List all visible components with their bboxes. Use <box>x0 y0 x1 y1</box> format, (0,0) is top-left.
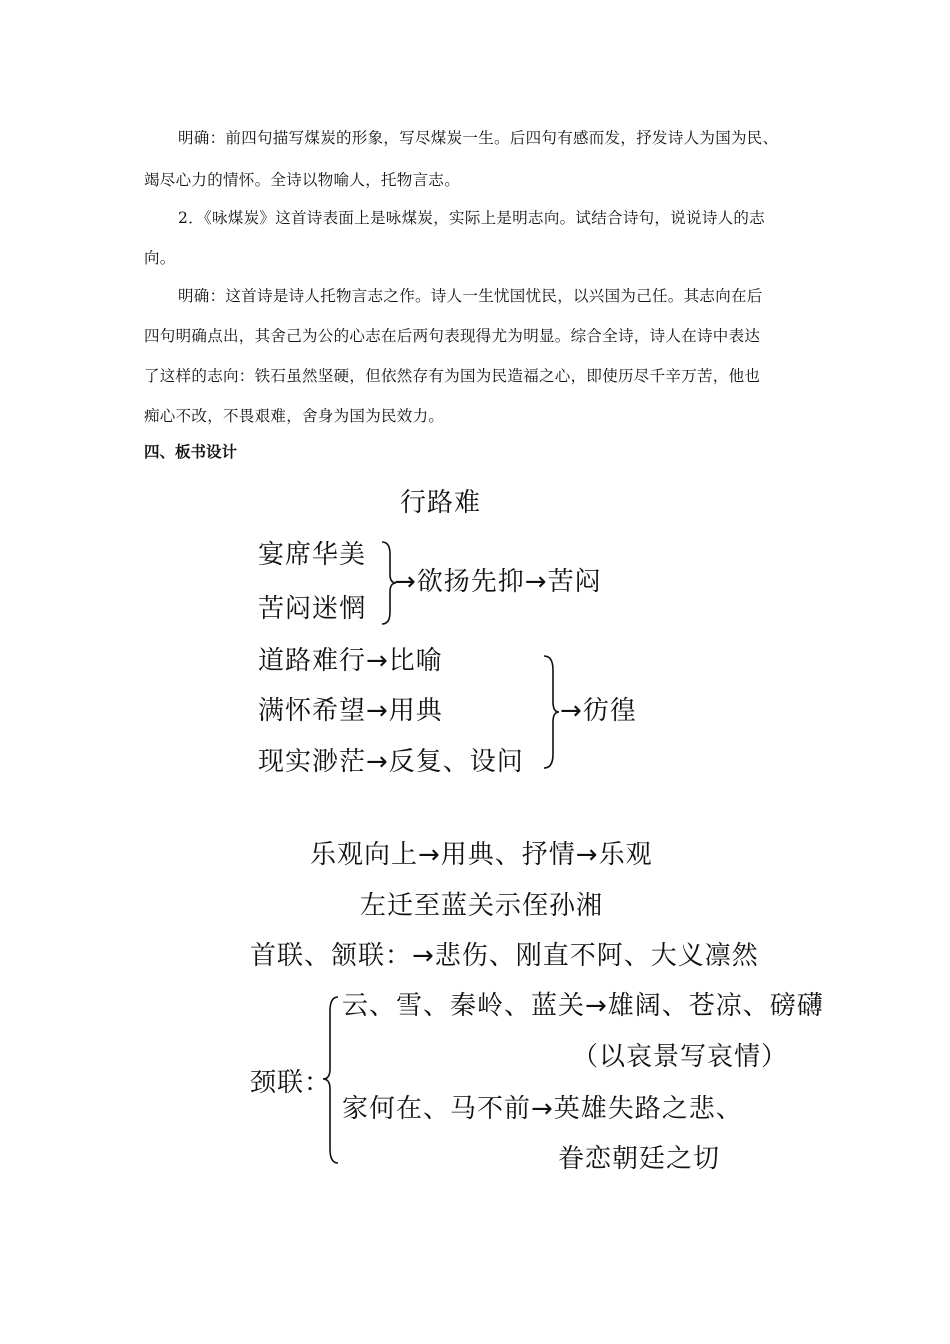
board-row2-b: 满怀希望→用典 <box>258 696 443 726</box>
board-title-2: 左迁至蓝关示侄孙湘 <box>360 891 604 921</box>
para1-line2: 竭尽心力的情怀。全诗以物喻人，托物言志。 <box>144 171 461 189</box>
board-row2-a: 道路难行→比喻 <box>258 646 443 676</box>
section-heading: 四、板书设计 <box>144 443 238 461</box>
para2-line1: 2．《咏煤炭》这首诗表面上是咏煤炭，实际上是明志向。试结合诗句，说说诗人的志 <box>178 209 766 227</box>
board-s2a-line2: （以哀景写哀情） <box>572 1042 789 1072</box>
para3-line3: 了这样的志向：铁石虽然坚硬，但依然存有为国为民造福之心，即使历尽千辛万苦，他也 <box>144 367 761 385</box>
board-row3: 乐观向上→用典、抒情→乐观 <box>310 840 653 870</box>
board-s2a-line1: 云、雪、秦岭、蓝关→雄阔、苍凉、磅礴 <box>342 991 824 1021</box>
para1-line1: 明确：前四句描写煤炭的形象，写尽煤炭一生。后四句有感而发，抒发诗人为国为民、 <box>178 129 779 147</box>
board-row1-result: →欲扬先抑→苦闷 <box>394 567 602 597</box>
para2-line2: 向。 <box>144 249 176 267</box>
brace-3 <box>320 995 342 1167</box>
para3-line1: 明确：这首诗是诗人托物言志之作。诗人一生忧国忧民，以兴国为己任。其志向在后 <box>178 287 763 305</box>
board-row1-b: 苦闷迷惘 <box>258 594 367 624</box>
board-s2b-line2: 眷恋朝廷之切 <box>558 1144 721 1174</box>
board-row2-c: 现实渺茫→反复、设问 <box>258 747 524 777</box>
board-s2-label: 颈联： <box>250 1068 332 1098</box>
board-s2b-line1: 家何在、马不前→英雄失路之悲、 <box>342 1094 743 1124</box>
para3-line2: 四句明确点出，其舍己为公的心志在后两句表现得尤为明显。综合全诗，诗人在诗中表达 <box>144 327 761 345</box>
brace-2 <box>540 654 562 772</box>
para3-line4: 痴心不改，不畏艰难，舍身为国为民效力。 <box>144 407 445 425</box>
board-row2-result: →彷徨 <box>560 696 637 726</box>
board-title-1: 行路难 <box>400 488 482 518</box>
board-row1-a: 宴席华美 <box>258 540 367 570</box>
board-s1: 首联、颔联：→悲伤、刚直不阿、大义凛然 <box>250 941 759 971</box>
